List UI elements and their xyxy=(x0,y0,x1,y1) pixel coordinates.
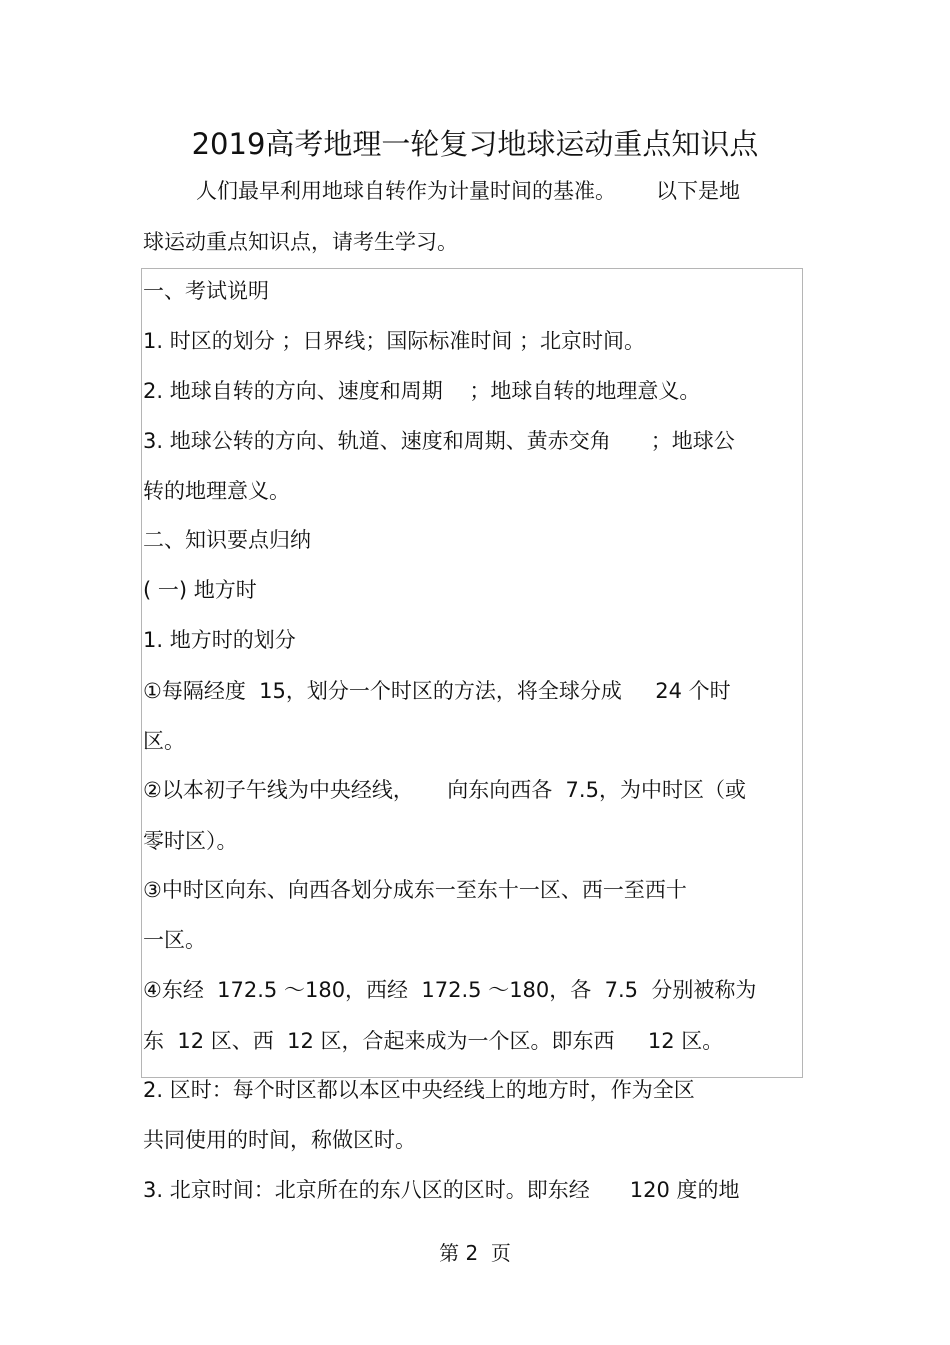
text-line: 区。 xyxy=(143,729,185,753)
text-line: ③中时区向东、向西各划分成东一至东十一区、西一至西十 xyxy=(143,878,687,902)
text-line: 转的地理意义。 xyxy=(143,479,290,503)
text-line: 2. 地球自转的方向、速度和周期 ；地球自转的地理意义。 xyxy=(143,379,701,403)
section-heading-knowledge: 二、知识要点归纳 xyxy=(143,528,311,552)
text-line: 共同使用的时间，称做区时。 xyxy=(143,1128,416,1152)
text-line: 2. 区时：每个时区都以本区中央经线上的地方时，作为全区 xyxy=(143,1078,695,1102)
intro-line-2: 球运动重点知识点，请考生学习。 xyxy=(143,230,458,254)
text-line: 3. 北京时间：北京所在的东八区的区时。即东经 120 度的地 xyxy=(143,1178,740,1202)
text-line: ②以本初子午线为中央经线， 向东向西各 7.5，为中时区（或 xyxy=(143,778,746,802)
section-heading-exam: 一、考试说明 xyxy=(143,279,269,303)
text-line: 东 12 区、西 12 区，合起来成为一个区。即东西 12 区。 xyxy=(143,1029,724,1053)
text-line: 1. 时区的划分 ；日界线；国际标准时间 ；北京时间。 xyxy=(143,329,646,353)
text-line: 一区。 xyxy=(143,928,206,952)
text-line: 1. 地方时的划分 xyxy=(143,628,296,652)
page-number: 第 2 页 xyxy=(439,1241,511,1265)
intro-line-1: 人们最早利用地球自转作为计量时间的基准。 以下是地 xyxy=(196,179,741,203)
document-title: 2019高考地理一轮复习地球运动重点知识点 xyxy=(191,127,759,161)
text-line: ①每隔经度 15，划分一个时区的方法，将全球分成 24 个时 xyxy=(143,679,731,703)
text-line: ④东经 172.5 ～180，西经 172.5 ～180，各 7.5 分别被称为 xyxy=(143,978,757,1002)
subsection-heading: ( 一) 地方时 xyxy=(143,578,257,602)
text-line: 零时区）。 xyxy=(143,829,238,853)
text-line: 3. 地球公转的方向、轨道、速度和周期、黄赤交角 ；地球公 xyxy=(143,429,735,453)
